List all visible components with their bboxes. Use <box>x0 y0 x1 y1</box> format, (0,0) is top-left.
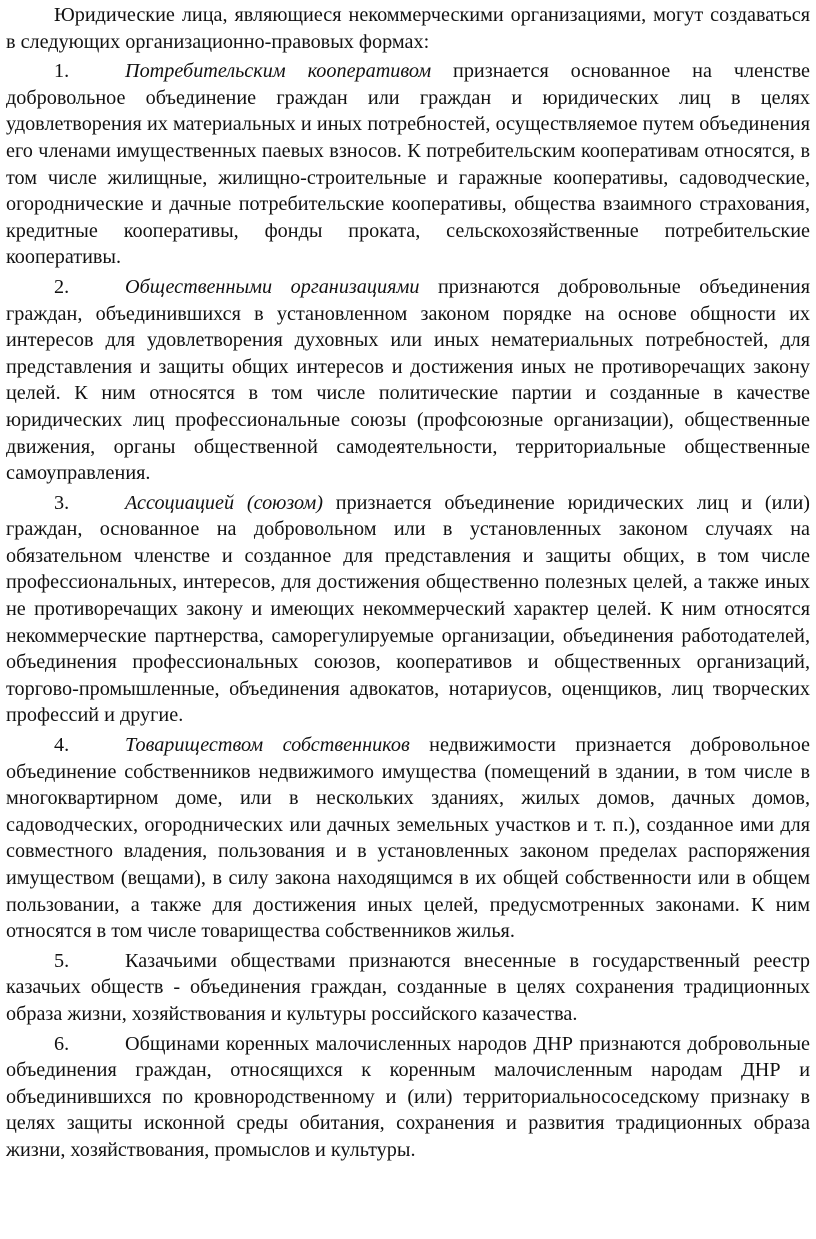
item-term: Потребительским кооперативом <box>125 60 432 83</box>
item-term: Общественными организациями <box>125 275 420 298</box>
list-item-4 <box>6 732 810 945</box>
item-text: недвижимости признается добровольное объединение собственников недвижимого имущества (помещений в здании, в том числе в многоквартирном доме, или в нескольких зданиях, жилых домов, дачных домов, садоводческих, огороднических или дачных земельных участков и т. п.), созданное ими для совместного владения, пользования и в установленных законом пределах распоряжения имуществом (вещами), в силу закона находящимся в их общей собственности или в общем пользовании, а также для достижения иных целей, предусмотренных законами. К ним относятся в том числе товарищества собственников жилья. <box>6 734 810 943</box>
item-term: Товариществом собственников <box>125 734 410 757</box>
list-item-5 <box>6 948 810 1028</box>
list-item-6 <box>6 1031 810 1164</box>
item-number: 6. <box>54 1032 70 1055</box>
item-text: признаются добровольные объединения граждан, объединившихся в установленном законом порядке на основе общности их интересов для удовлетворения духовных или иных нематериальных потребностей, для представления и защиты общих интересов и достижения иных не противоречащих закону целей. К ним относятся в том числе политические партии и созданные в качестве юридических лиц профессиональные союзы (профсоюзные организации), общественные движения, органы общественной самодеятельности, территориальные общественные самоуправления. <box>6 275 810 485</box>
item-text: признается основанное на членстве добровольное объединение граждан или граждан и юридических лиц в целях удовлетворения их материальных и иных потребностей, осуществляемое путем объединения его членами имущественных паевых взносов. К потребительским кооперативам относятся, в том числе жилищные, жилищно-строительные и гаражные кооперативы, садоводческие, огороднические и дачные потребительские кооперативы, общества взаимного страхования, кредитные кооперативы, фонды проката, сельскохозяйственные потребительские кооперативы. <box>6 60 810 269</box>
list-item-1 <box>6 58 810 271</box>
item-number: 5. <box>54 949 70 972</box>
item-term: Ассоциацией (союзом) <box>125 491 323 514</box>
item-text: Общинами коренных малочисленных народов ДНР признаются добровольные объединения граждан, относящихся к коренным малочисленным народам ДНР и объединившихся по кровнородственному и (или) территориальнососедскому признаку в целях защиты исконной среды обитания, сохранения и развития традиционных образа жизни, хозяйствования, промыслов и культуры. <box>6 1032 810 1161</box>
item-text: Казачьими обществами признаются внесенные в государственный реестр казачьих обществ - объединения граждан, созданные в целях сохранения традиционных образа жизни, хозяйствования и культуры российского казачества. <box>6 949 810 1025</box>
list-item-2 <box>6 274 810 487</box>
item-number: 2. <box>54 275 70 298</box>
item-number: 4. <box>54 734 70 757</box>
list-item-3 <box>6 490 810 729</box>
item-text: признается объединение юридических лиц и (или) граждан, основанное на добровольном или в установленных законом случаях на обязательном членстве и созданное для представления и защиты общих, в том числе профессиональных, интересов, для достижения общественно полезных целей, а также иных не противоречащих закону и имеющих некоммерческий характер целей. К ним относятся некоммерческие партнерства, саморегулируемые организации, объединения работодателей, объединения профессиональных союзов, кооперативов и общественных организаций, торгово-промышленные, объединения адвокатов, нотариусов, оценщиков, лиц творческих профессий и другие. <box>6 491 811 727</box>
item-number: 1. <box>54 60 70 83</box>
intro-paragraph: Юридические лица, являющиеся некоммерческими организациями, могут создаваться в следующих организационно-правовых формах: <box>6 4 810 53</box>
item-number: 3. <box>54 491 70 514</box>
